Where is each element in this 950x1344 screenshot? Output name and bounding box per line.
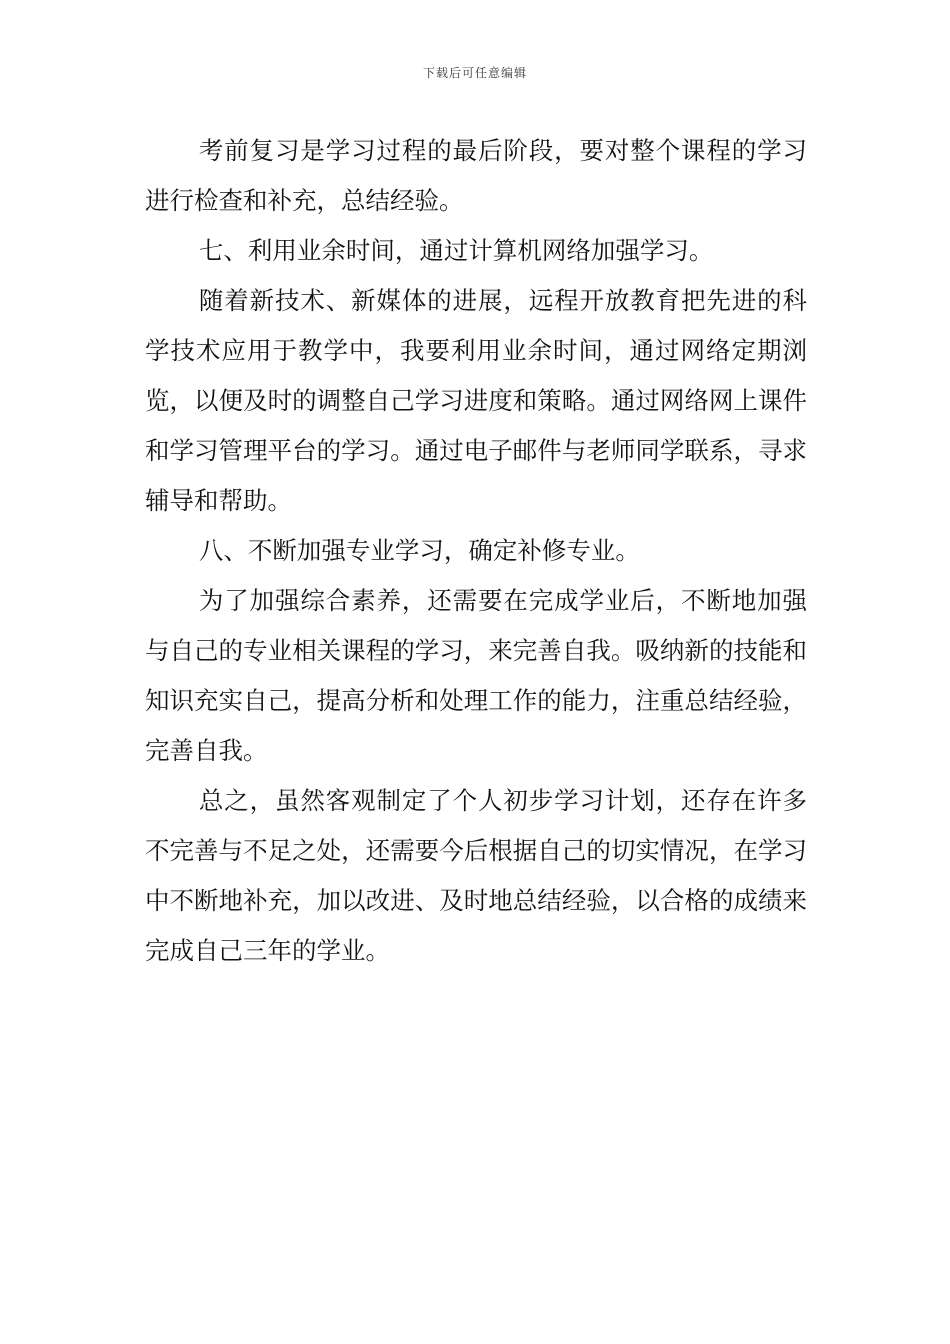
page-header: 下载后可任意编辑	[422, 66, 527, 80]
paragraph-review: 考前复习是学习过程的最后阶段，要对整个课程的学习进行检查和补充，总结经验。	[145, 136, 807, 215]
paragraph-conclusion: 总之，虽然客观制定了个人初步学习计划，还存在许多不完善与不足之处，还需要今后根据自己的切实情况，在学习中不断地补充，加以改进、及时地总结经验，以合格的成绩来完成自己三年的学业。	[145, 786, 807, 965]
paragraph-network: 随着新技术、新媒体的进展，远程开放教育把先进的科学技术应用于教学中，我要利用业余时间，通过网络定期浏览，以便及时的调整自己学习进度和策略。通过网络网上课件和学习管理平台的学习。通过电子邮件与老师同学联系，寻求辅导和帮助。	[145, 286, 807, 515]
heading-seven: 七、利用业余时间，通过计算机网络加强学习。	[198, 236, 714, 265]
heading-eight: 八、不断加强专业学习，确定补修专业。	[198, 536, 640, 565]
paragraph-professional: 为了加强综合素养，还需要在完成学业后，不断地加强与自己的专业相关课程的学习，来完善自我。吸纳新的技能和知识充实自己，提高分析和处理工作的能力，注重总结经验，完善自我。	[145, 586, 807, 765]
document-body	[145, 126, 807, 976]
